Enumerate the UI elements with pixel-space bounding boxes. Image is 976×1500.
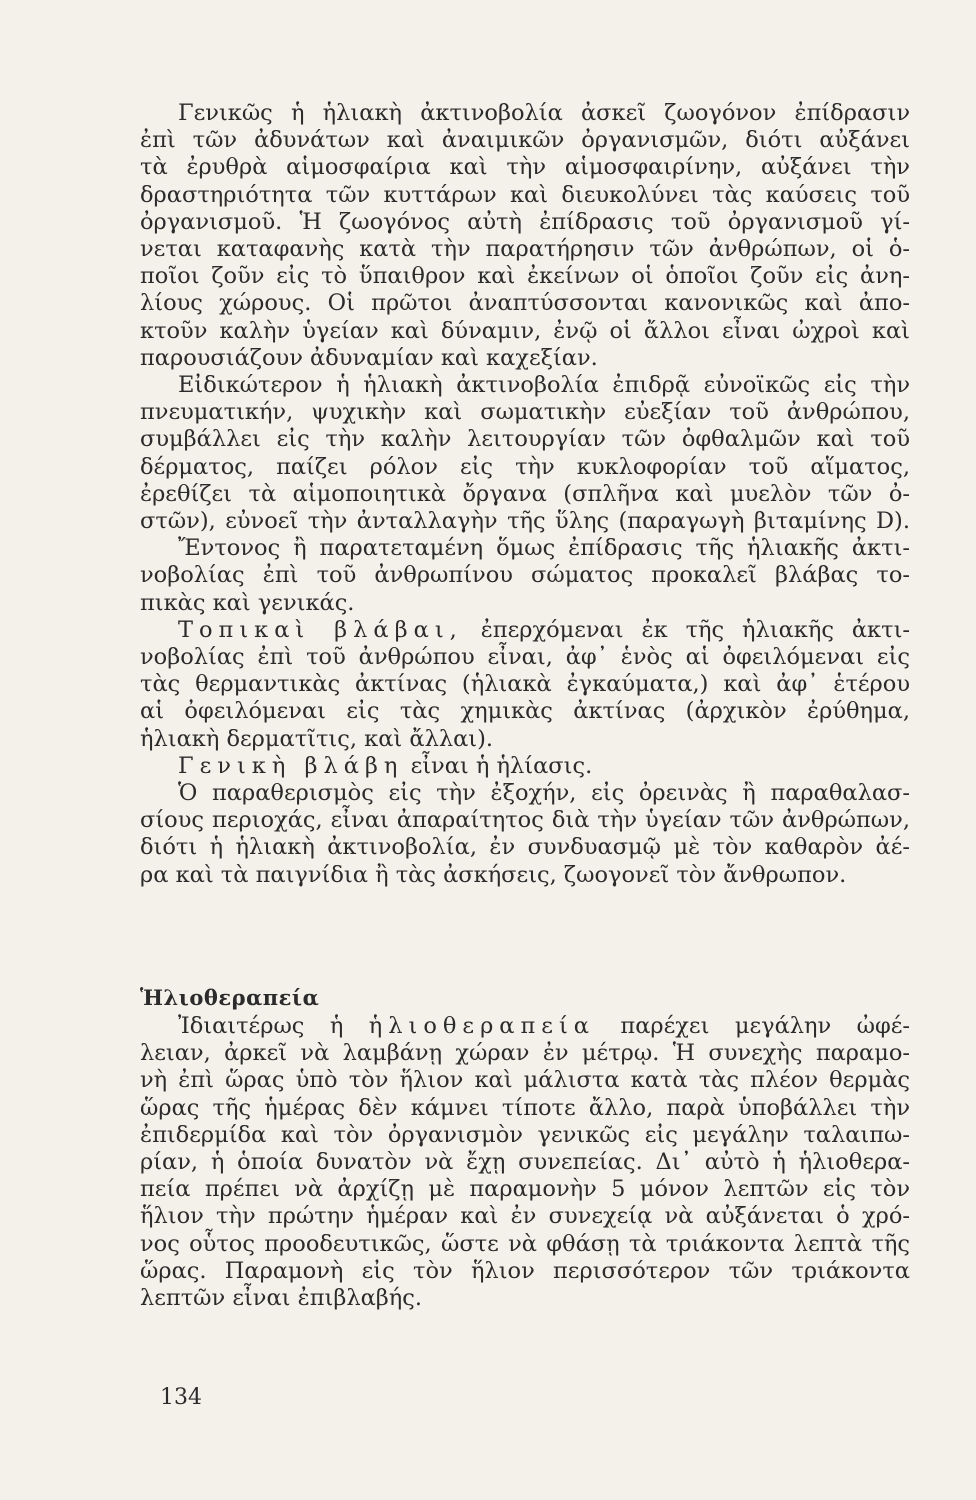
text-line: δραστηριότητα τῶν κυττάρων καὶ διευκολύνει τὰς καύσεις τοῦ <box>140 181 910 208</box>
text-fragment: ἐπερχόμεναι ἐκ τῆς ἡλιακῆς ἀκτι- <box>462 616 910 643</box>
text-line: νοβολίας ἐπὶ τοῦ ἀνθρώπου εἶναι, ἀφ᾽ ἑνὸς αἱ ὀφειλόμεναι εἰς <box>140 644 910 671</box>
text-line: Ἔντονος ἢ παρατεταμένη ὅμως ἐπίδρασις τῆς ἡλιακῆς ἀκτι- <box>178 535 910 562</box>
text-line: στῶν), εὐνοεῖ τὴν ἀνταλλαγὴν τῆς ὕλης (παραγωγὴ βιταμίνης D). <box>140 508 910 535</box>
text-line: τὰς θερμαντικὰς ἀκτίνας (ἡλιακὰ ἐγκαύματα,) καὶ ἀφ᾽ ἑτέρου <box>140 671 910 698</box>
text-fragment: εἶναι ἡ ἡλίασις. <box>403 752 593 779</box>
text-line: ἐπιδερμίδα καὶ τὸν ὀργανισμὸν γενικῶς εἰς μεγάλην ταλαιπω- <box>140 1121 910 1148</box>
page-number: 134 <box>160 1385 202 1410</box>
text-line: τὰ ἐρυθρὰ αἱμοσφαίρια καὶ τὴν αἱμοσφαιρίνην, αὐξάνει τὴν <box>140 154 910 181</box>
text-line: νὴ ἐπὶ ὥρας ὑπὸ τὸν ἥλιον καὶ μάλιστα κατὰ τὰς πλέον θερμὰς <box>140 1067 910 1094</box>
text-line: Γενικῶς ἡ ἡλιακὴ ἀκτινοβολία ἀσκεῖ ζωογόνον ἐπίδρασιν <box>178 100 910 126</box>
text-line: ρα καὶ τὰ παιγνίδια ἢ τὰς ἀσκήσεις, ζωογονεῖ τὸν ἄνθρωπον. <box>140 861 847 888</box>
text-fragment: παρέχει μεγάλην ὠφέ- <box>594 1013 910 1039</box>
text-line: αἱ ὀφειλόμεναι εἰς τὰς χημικὰς ἀκτίνας (ἀρχικὸν ἐρύθημα, <box>140 698 910 725</box>
text-line: Ὁ παραθερισμὸς εἰς τὴν ἐξοχήν, εἰς ὀρεινὰς ἢ παραθαλασ- <box>178 780 910 807</box>
text-line: σίους περιοχάς, εἶναι ἀπαραίτητος διὰ τὴν ὑγείαν τῶν ἀνθρώπων, <box>140 807 910 834</box>
text-line: νεται καταφανὴς κατὰ τὴν παρατήρησιν τῶν ἀνθρώπων, οἱ ὁ- <box>140 236 910 263</box>
text-line: λεπτῶν εἶναι ἐπιβλαβής. <box>140 1285 423 1312</box>
text-line: Εἰδικώτερον ἡ ἡλιακὴ ἀκτινοβολία ἐπιδρᾷ εὐνοϊκῶς εἰς τὴν <box>178 372 910 399</box>
term-general-damage: Γενικὴ βλάβη <box>178 752 404 779</box>
text-line: λειαν, ἀρκεῖ νὰ λαμβάνῃ χώραν ἐν μέτρῳ. Ἡ συνεχὴς παραμο- <box>140 1040 910 1067</box>
text-line: νοβολίας ἐπὶ τοῦ ἀνθρωπίνου σώματος προκαλεῖ βλάβας το- <box>140 562 910 589</box>
text-line: διότι ἡ ἡλιακὴ ἀκτινοβολία, ἐν συνδυασμῷ μὲ τὸν καθαρὸν ἀέ- <box>140 834 910 861</box>
text-line: πεία πρέπει νὰ ἀρχίζῃ μὲ παραμονὴν 5 μόνον λεπτῶν εἰς τὸν <box>140 1176 910 1203</box>
text-line: ἡλιακὴ δερματῖτις, καὶ ἄλλαι). <box>140 725 494 752</box>
text-line: ὀργανισμοῦ. Ἡ ζωογόνος αὐτὴ ἐπίδρασις τοῦ ὀργανισμοῦ γί- <box>140 208 910 235</box>
text-line: ὥρας τῆς ἡμέρας δὲν κάμνει τίποτε ἄλλο, παρὰ ὑποβάλλει τὴν <box>140 1094 910 1121</box>
text-line-heliotherapy <box>140 1013 910 1040</box>
text-line: ἐπὶ τῶν ἀδυνάτων καὶ ἀναιμικῶν ὀργανισμῶν, διότι αὐξάνει <box>140 127 910 154</box>
text-line: λίους χώρους. Οἱ πρῶτοι ἀναπτύσσονται κανονικῶς καὶ ἀπο- <box>140 290 910 317</box>
text-line: ἥλιον τὴν πρώτην ἡμέραν καὶ ἐν συνεχείᾳ νὰ αὐξάνεται ὁ χρό- <box>140 1203 910 1230</box>
text-line: νος οὗτος προοδευτικῶς, ὥστε νὰ φθάσῃ τὰ τριάκοντα λεπτὰ τῆς <box>140 1230 910 1257</box>
term-local-damage: Τοπικαὶ βλάβαι, <box>178 616 463 643</box>
text-line: δέρματος, παίζει ρόλον εἰς τὴν κυκλοφορίαν τοῦ αἵματος, <box>140 453 910 480</box>
text-line-local-damage <box>140 617 910 644</box>
text-line: συμβάλλει εἰς τὴν καλὴν λειτουργίαν τῶν ὀφθαλμῶν καὶ τοῦ <box>140 426 910 453</box>
text-fragment: Ἰδιαιτέρως ἡ <box>178 1013 369 1039</box>
term-heliotherapy: ἡλιοθεραπεία <box>368 1013 595 1039</box>
body-text-section-2 <box>140 1013 910 1312</box>
text-line: ρίαν, ἡ ὁποία δυνατὸν νὰ ἔχῃ συνεπείας. Δι᾽ αὐτὸ ἡ ἡλιοθερα- <box>140 1149 910 1176</box>
text-line: κτοῦν καλὴν ὑγείαν καὶ δύναμιν, ἐνῷ οἱ ἄλλοι εἶναι ὠχροὶ καὶ <box>140 317 910 344</box>
body-text-section-1 <box>140 100 910 889</box>
section-heading: Ἡλιοθεραπεία <box>140 985 320 1010</box>
text-line: πνευματικήν, ψυχικὴν καὶ σωματικὴν εὐεξίαν τοῦ ἀνθρώπου, <box>140 399 910 426</box>
text-line: παρουσιάζουν ἀδυναμίαν καὶ καχεξίαν. <box>140 344 598 371</box>
text-line: ἐρεθίζει τὰ αἱμοποιητικὰ ὄργανα (σπλῆνα καὶ μυελὸν τῶν ὀ- <box>140 480 910 507</box>
text-line: πικὰς καὶ γενικάς. <box>140 589 355 616</box>
text-line-general-damage <box>140 753 910 780</box>
text-line: ὥρας. Παραμονὴ εἰς τὸν ἥλιον περισσότερον τῶν τριάκοντα <box>140 1257 910 1284</box>
text-line: ποῖοι ζοῦν εἰς τὸ ὕπαιθρον καὶ ἐκείνων οἱ ὁποῖοι ζοῦν εἰς ἀνη- <box>140 263 910 290</box>
